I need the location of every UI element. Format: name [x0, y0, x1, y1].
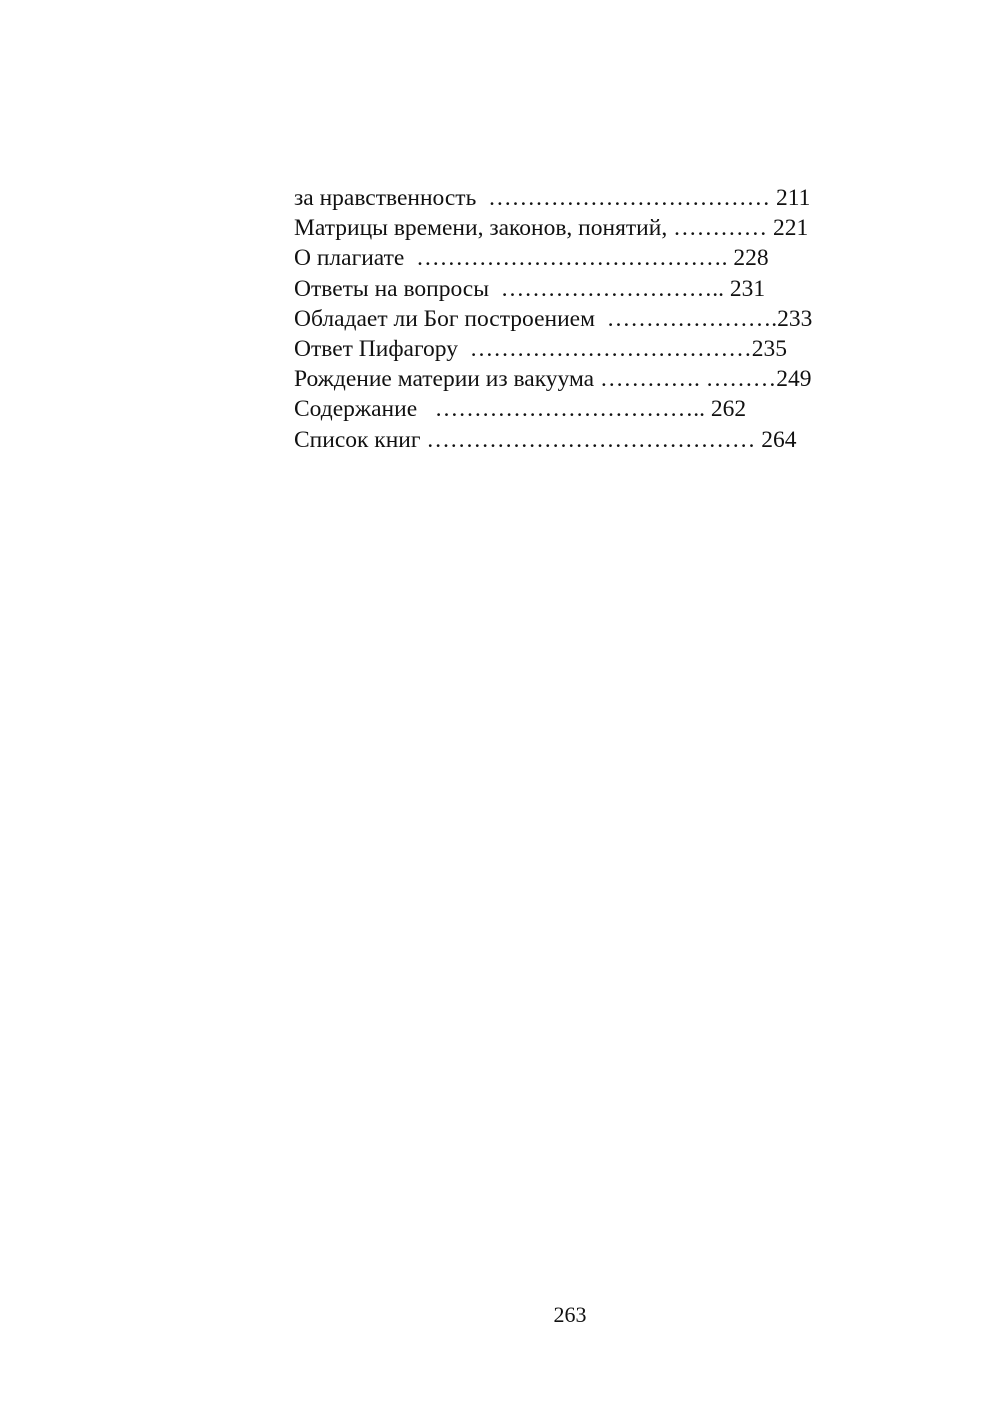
toc-entry-leader: ……………………….. — [489, 275, 725, 302]
toc-entry — [294, 334, 884, 364]
toc-entry-page: 262 — [705, 396, 747, 423]
toc-entry — [294, 425, 884, 455]
toc-entry-leader: …………………………………… — [420, 426, 756, 453]
toc-entry-title: за нравственность — [294, 185, 477, 211]
toc-entry-leader: …………………………….. — [417, 396, 706, 423]
toc-entry-leader: …………………. — [594, 305, 778, 332]
toc-entry — [294, 274, 884, 304]
toc-entry — [294, 183, 884, 213]
toc-entry-page: 249 — [776, 366, 812, 393]
toc-entry-title: Ответ Пифагору — [294, 335, 458, 362]
toc-entry-title: Матрицы времени, законов, понятий, — [294, 215, 668, 242]
toc-entry-leader: ………… — [667, 215, 768, 242]
toc-entry-title: Обладает ли Бог построением — [294, 305, 595, 332]
toc-entry — [294, 243, 884, 273]
toc-entry-title: Рождение материи из вакуума — [294, 366, 595, 393]
toc-entry-page: 235 — [751, 335, 787, 362]
toc-entry-leader: ……………………………… — [476, 185, 771, 211]
toc-entry-title: Содержание — [294, 396, 418, 423]
toc-entry-page: 228 — [727, 245, 769, 272]
toc-entry-leader: …………. ……… — [594, 366, 777, 393]
toc-entry-title: Ответы на вопросы — [294, 275, 490, 302]
toc-entry — [294, 394, 884, 424]
toc-entry-leader: …………………………………. — [404, 245, 728, 272]
toc-entry-page: 231 — [724, 275, 766, 302]
toc-entry-leader: ……………………………… — [457, 335, 752, 362]
toc-entry — [294, 304, 884, 334]
toc-entry-page: 221 — [767, 215, 809, 242]
page-number: 263 — [553, 1302, 587, 1327]
table-of-contents — [294, 183, 884, 455]
toc-entry-title: О плагиате — [294, 245, 405, 272]
toc-entry — [294, 364, 884, 394]
toc-entry-page: 264 — [755, 426, 797, 453]
toc-entry-page: 233 — [777, 305, 813, 332]
toc-entry-title: Список книг — [294, 426, 421, 453]
toc-entry-page: 211 — [770, 185, 811, 211]
toc-entry — [294, 213, 884, 243]
